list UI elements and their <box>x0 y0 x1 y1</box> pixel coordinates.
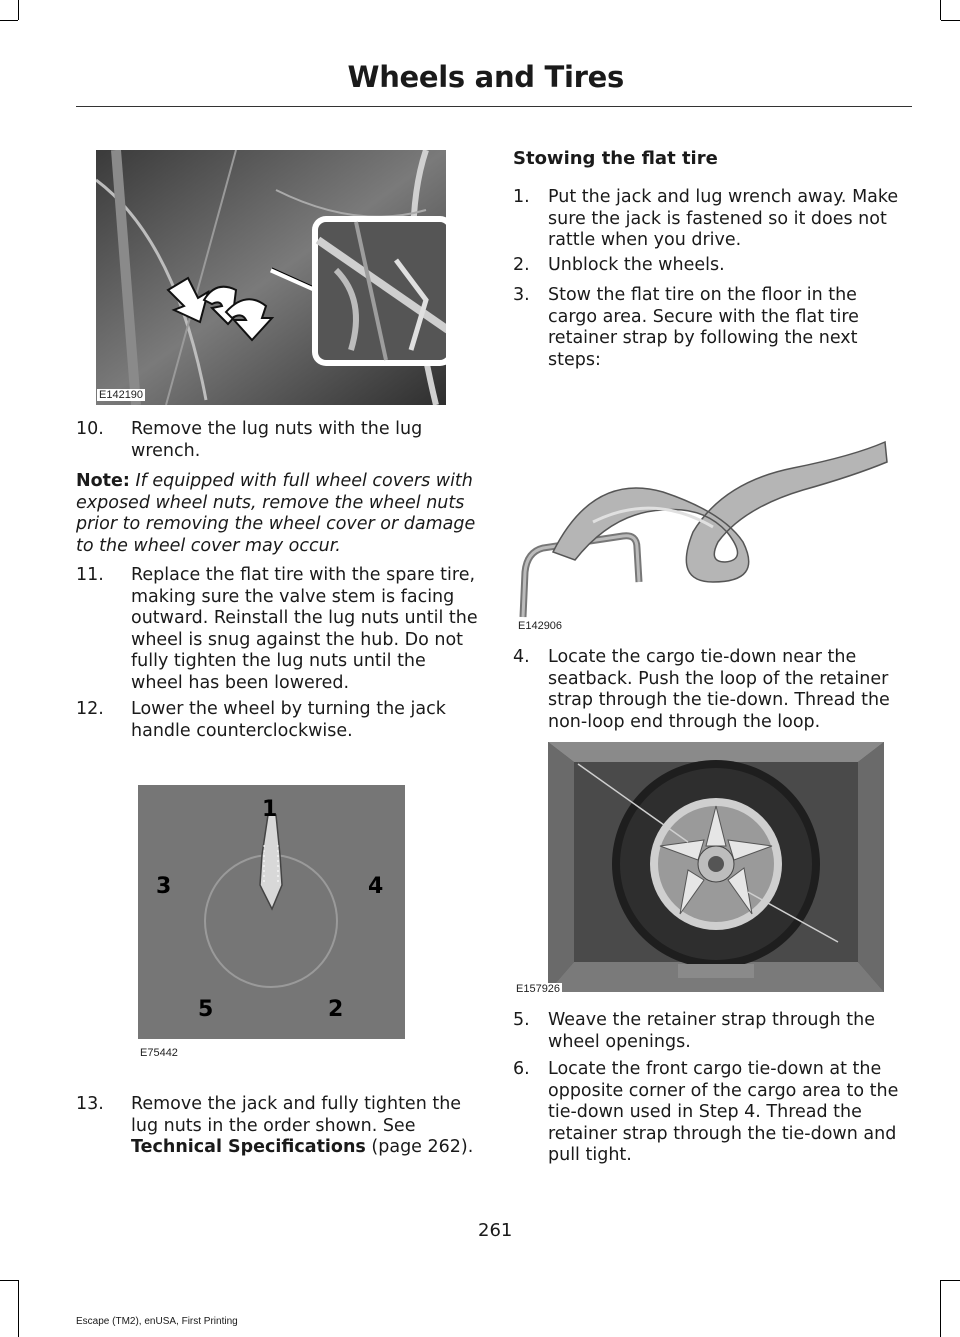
step-13 <box>76 1094 478 1159</box>
step-text: Replace the flat tire with the spare tire, making sure the valve stem is facing outward. Reinstall the lug nuts until the wheel is snug against the hub. Do not fully tighten the lug nuts until the wheel has been lowered. <box>131 565 478 693</box>
step-11 <box>76 565 478 694</box>
step-number: 2. <box>513 255 530 275</box>
crop-mark <box>940 0 941 20</box>
step-text: Locate the cargo tie-down near the seatback. Push the loop of the retainer strap through the tie-down. Thread the non-loop end through the loop. <box>548 647 890 732</box>
note <box>76 471 478 557</box>
lug-nut-order-drawing <box>138 785 405 1039</box>
lug-nut-label-4: 4 <box>368 874 384 899</box>
crop-mark <box>941 20 960 21</box>
note-text: If equipped with full wheel covers with exposed wheel nuts, remove the wheel nuts prior to removing the wheel cover or damage to the wheel cover may occur. <box>76 471 476 556</box>
figure-code: E142906 <box>518 620 563 632</box>
lug-nut-order-diagram <box>138 785 405 1039</box>
step-number: 3. <box>513 285 530 305</box>
lug-nut-removal-drawing <box>96 150 446 405</box>
step-number: 6. <box>513 1059 530 1079</box>
step-text: Remove the lug nuts with the lug wrench. <box>131 419 423 461</box>
step-4 <box>513 647 913 733</box>
lug-nut-label-3: 3 <box>156 874 172 899</box>
crop-mark <box>0 20 18 21</box>
lug-nut-label-2: 2 <box>328 997 344 1022</box>
step-6 <box>513 1059 913 1167</box>
step-5 <box>513 1010 913 1053</box>
lug-nut-removal-illustration <box>96 150 446 405</box>
step-1 <box>513 187 913 252</box>
step-text: Weave the retainer strap through the wheel openings. <box>548 1010 875 1052</box>
retainer-strap-drawing <box>513 432 893 622</box>
step-12 <box>76 699 478 742</box>
step-number: 11. <box>76 565 104 585</box>
lug-nut-label-5: 5 <box>198 997 214 1022</box>
page-number: 261 <box>478 1220 513 1241</box>
step-number: 10. <box>76 419 104 439</box>
header-divider <box>76 106 912 107</box>
step-text: Remove the jack and fully tighten the lug nuts in the order shown. See <box>131 1094 462 1136</box>
step-number: 1. <box>513 187 530 207</box>
step-number: 12. <box>76 699 104 719</box>
step-text: Stow the flat tire on the floor in the cargo area. Secure with the flat tire retainer strap by following the next steps: <box>548 285 859 370</box>
figure-code: E157926 <box>516 983 561 995</box>
section-heading: Stowing the flat tire <box>513 148 718 169</box>
step-number: 13. <box>76 1094 104 1114</box>
cross-reference-link[interactable]: Technical Specifications <box>131 1137 366 1157</box>
crop-mark <box>941 1280 960 1281</box>
page-title: Wheels and Tires <box>347 60 624 94</box>
step-number: 5. <box>513 1010 530 1030</box>
lug-nut-label-1: 1 <box>262 797 278 822</box>
step-text: Lower the wheel by turning the jack handle counterclockwise. <box>131 699 446 741</box>
crop-mark <box>0 1280 18 1281</box>
crop-mark <box>18 0 19 20</box>
step-3 <box>513 285 883 371</box>
crop-mark <box>18 1280 19 1337</box>
footer-edition: Escape (TM2), enUSA, First Printing <box>76 1316 238 1327</box>
figure-code: E142190 <box>99 389 144 401</box>
retainer-strap-illustration <box>513 432 893 622</box>
step-number: 4. <box>513 647 530 667</box>
note-label: Note: <box>76 471 130 491</box>
step-text: Put the jack and lug wrench away. Make sure the jack is fastened so it does not rattle when you drive. <box>548 187 899 250</box>
figure-code: E75442 <box>140 1047 178 1059</box>
step-text: (page 262). <box>365 1137 474 1157</box>
cargo-area-tire-illustration <box>548 742 884 992</box>
crop-mark <box>940 1280 941 1337</box>
step-10 <box>76 419 476 462</box>
step-text: Locate the front cargo tie-down at the opposite corner of the cargo area to the tie-down used in Step 4. Thread the retainer strap through the tie-down and pull tight. <box>548 1059 899 1165</box>
step-2 <box>513 255 913 277</box>
cargo-area-tire-drawing <box>548 742 884 992</box>
step-text: Unblock the wheels. <box>548 255 725 275</box>
